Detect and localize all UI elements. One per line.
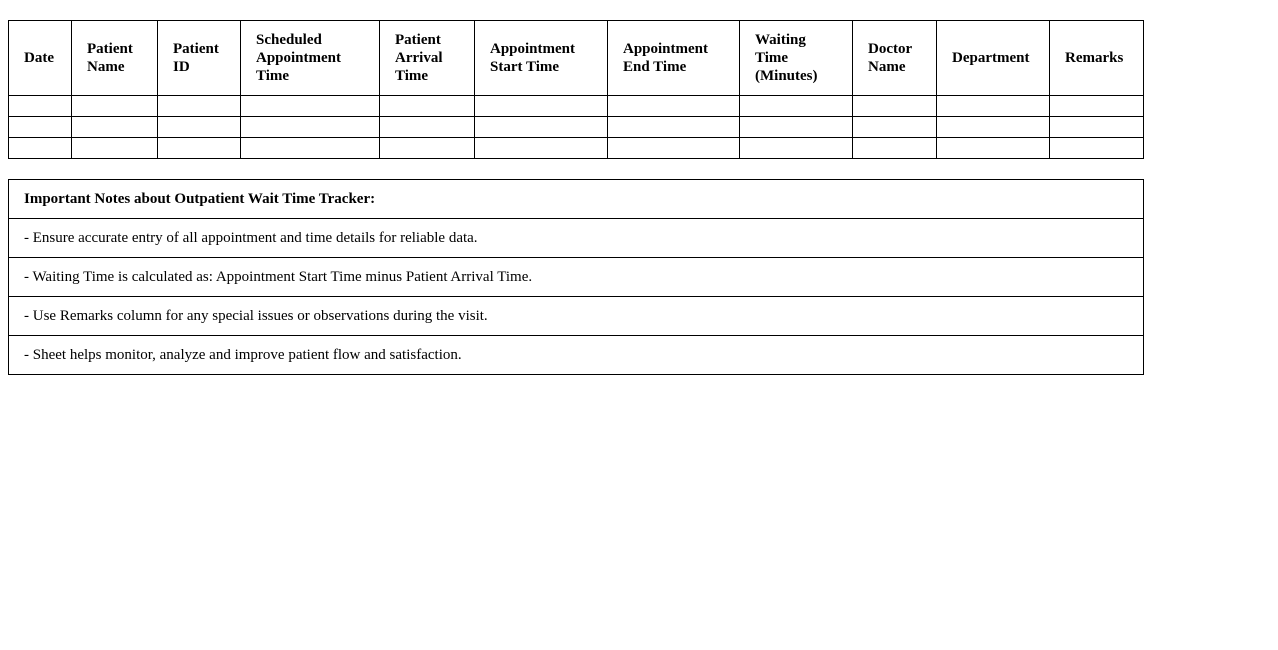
- note-item: - Use Remarks column for any special issues or observations during the visit.: [9, 297, 1144, 336]
- table-cell[interactable]: [241, 96, 380, 117]
- table-header-row: [9, 21, 1144, 96]
- table-cell[interactable]: [1050, 96, 1144, 117]
- header-doctor-name: Doctor Name: [853, 21, 937, 96]
- header-scheduled-appointment-time: Scheduled Appointment Time: [241, 21, 380, 96]
- table-cell[interactable]: [475, 96, 608, 117]
- table-cell[interactable]: [72, 117, 158, 138]
- header-remarks: Remarks: [1050, 21, 1144, 96]
- table-cell[interactable]: [380, 138, 475, 159]
- table-cell[interactable]: [158, 96, 241, 117]
- header-appointment-end-time: Appointment End Time: [608, 21, 740, 96]
- important-notes-table: [8, 179, 1144, 375]
- note-row: [9, 219, 1144, 258]
- note-item: - Ensure accurate entry of all appointment and time details for reliable data.: [9, 219, 1144, 258]
- note-row: [9, 336, 1144, 375]
- table-cell[interactable]: [608, 117, 740, 138]
- table-cell[interactable]: [937, 117, 1050, 138]
- table-cell[interactable]: [9, 138, 72, 159]
- table-cell[interactable]: [72, 96, 158, 117]
- table-cell[interactable]: [380, 96, 475, 117]
- table-cell[interactable]: [475, 117, 608, 138]
- table-cell[interactable]: [158, 138, 241, 159]
- notes-title-row: [9, 180, 1144, 219]
- table-cell[interactable]: [740, 117, 853, 138]
- table-cell[interactable]: [9, 96, 72, 117]
- table-cell[interactable]: [475, 138, 608, 159]
- table-cell[interactable]: [608, 138, 740, 159]
- table-cell[interactable]: [241, 138, 380, 159]
- header-date: Date: [9, 21, 72, 96]
- notes-title: Important Notes about Outpatient Wait Time Tracker:: [9, 180, 1144, 219]
- header-patient-name: Patient Name: [72, 21, 158, 96]
- header-patient-id: Patient ID: [158, 21, 241, 96]
- table-cell[interactable]: [740, 96, 853, 117]
- table-cell[interactable]: [1050, 138, 1144, 159]
- note-row: [9, 297, 1144, 336]
- table-cell[interactable]: [853, 138, 937, 159]
- table-row: [9, 138, 1144, 159]
- table-cell[interactable]: [740, 138, 853, 159]
- table-cell[interactable]: [380, 117, 475, 138]
- table-cell[interactable]: [937, 138, 1050, 159]
- header-patient-arrival-time: Patient Arrival Time: [380, 21, 475, 96]
- table-cell[interactable]: [241, 117, 380, 138]
- table-cell[interactable]: [853, 96, 937, 117]
- header-waiting-time: Waiting Time (Minutes): [740, 21, 853, 96]
- wait-time-tracker-table: [8, 20, 1144, 159]
- table-cell[interactable]: [608, 96, 740, 117]
- note-item: - Sheet helps monitor, analyze and improve patient flow and satisfaction.: [9, 336, 1144, 375]
- table-row: [9, 96, 1144, 117]
- table-cell[interactable]: [72, 138, 158, 159]
- table-cell[interactable]: [937, 96, 1050, 117]
- table-cell[interactable]: [9, 117, 72, 138]
- table-cell[interactable]: [853, 117, 937, 138]
- table-row: [9, 117, 1144, 138]
- note-row: [9, 258, 1144, 297]
- table-cell[interactable]: [1050, 117, 1144, 138]
- header-appointment-start-time: Appointment Start Time: [475, 21, 608, 96]
- header-department: Department: [937, 21, 1050, 96]
- note-item: - Waiting Time is calculated as: Appointment Start Time minus Patient Arrival Time.: [9, 258, 1144, 297]
- table-cell[interactable]: [158, 117, 241, 138]
